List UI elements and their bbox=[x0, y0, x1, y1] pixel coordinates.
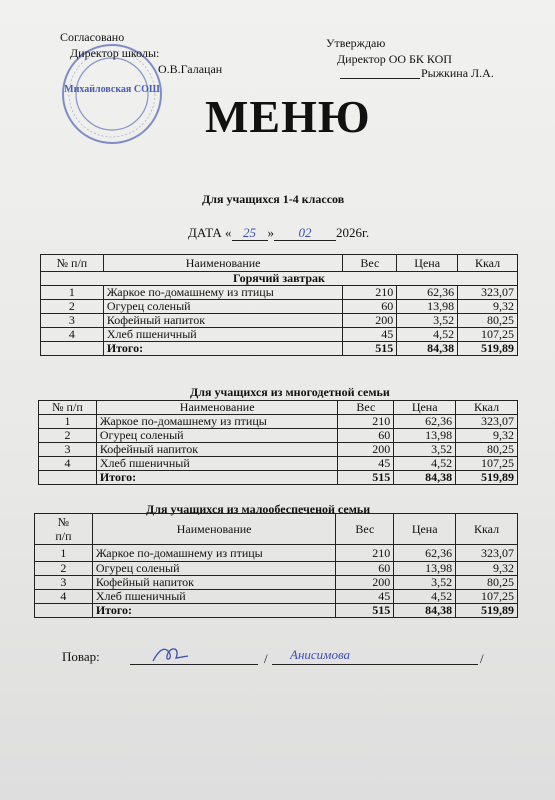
menu-table-low-income bbox=[34, 513, 518, 618]
row-weight: 200 bbox=[338, 443, 394, 457]
row-price: 4,52 bbox=[397, 328, 458, 342]
row-number: 1 bbox=[35, 545, 93, 562]
row-number: 1 bbox=[39, 415, 97, 429]
row-number: 2 bbox=[35, 562, 93, 576]
approver-signature-line bbox=[340, 78, 420, 79]
row-name: Жаркое по-домашнему из птицы bbox=[103, 286, 343, 300]
total-weight: 515 bbox=[338, 471, 394, 485]
total-price: 84,38 bbox=[397, 342, 458, 356]
row-price: 62,36 bbox=[397, 286, 458, 300]
cook-name-line bbox=[272, 664, 478, 665]
total-kcal: 519,89 bbox=[458, 342, 518, 356]
table-row bbox=[41, 286, 518, 300]
row-name: Кофейный напиток bbox=[92, 576, 336, 590]
row-kcal: 323,07 bbox=[456, 545, 518, 562]
row-number: 3 bbox=[39, 443, 97, 457]
row-number: 4 bbox=[39, 457, 97, 471]
row-kcal: 80,25 bbox=[456, 576, 518, 590]
row-kcal: 80,25 bbox=[456, 443, 518, 457]
separator-slash-right: / bbox=[480, 651, 484, 666]
row-price: 62,36 bbox=[394, 545, 456, 562]
director-label: Директор школы: bbox=[70, 46, 160, 60]
total-weight: 515 bbox=[343, 342, 397, 356]
row-kcal: 107,25 bbox=[456, 457, 518, 471]
page-title: МЕНЮ bbox=[205, 91, 371, 142]
row-name: Огурец соленый bbox=[92, 562, 336, 576]
row-weight: 45 bbox=[336, 590, 394, 604]
cook-signature bbox=[150, 644, 200, 666]
row-number: 2 bbox=[39, 429, 97, 443]
date-mid: » bbox=[267, 225, 275, 240]
row-name: Огурец соленый bbox=[96, 429, 338, 443]
row-name: Жаркое по-домашнему из птицы bbox=[92, 545, 336, 562]
cook-label: Повар: bbox=[62, 649, 100, 664]
col-price: Цена bbox=[394, 514, 456, 545]
row-weight: 210 bbox=[343, 286, 397, 300]
director-name: О.В.Галацан bbox=[158, 62, 223, 76]
row-kcal: 9,32 bbox=[456, 429, 518, 443]
table-header-row bbox=[39, 401, 518, 415]
cook-name: Анисимова bbox=[290, 647, 351, 662]
total-label: Итого: bbox=[92, 604, 336, 618]
table-row bbox=[39, 429, 518, 443]
approve-label: Утверждаю bbox=[326, 36, 386, 50]
col-number-line1: № bbox=[57, 515, 70, 529]
row-price: 3,52 bbox=[394, 576, 456, 590]
row-name: Хлеб пшеничный bbox=[92, 590, 336, 604]
row-number: 4 bbox=[41, 328, 104, 342]
row-price: 4,52 bbox=[394, 590, 456, 604]
menu-table-large-family bbox=[38, 400, 518, 485]
row-name: Хлеб пшеничный bbox=[103, 328, 343, 342]
col-number bbox=[35, 514, 93, 545]
total-label: Итого: bbox=[96, 471, 338, 485]
total-label: Итого: bbox=[103, 342, 343, 356]
col-name: Наименование bbox=[92, 514, 336, 545]
date-suffix: 2026г. bbox=[336, 225, 370, 240]
date-day: 25 bbox=[232, 226, 268, 241]
row-name: Хлеб пшеничный bbox=[96, 457, 338, 471]
large-family-heading: Для учащихся из многодетной семьи bbox=[190, 385, 390, 399]
menu-table-breakfast bbox=[40, 254, 518, 356]
row-number: 2 bbox=[41, 300, 104, 314]
section-row bbox=[41, 272, 518, 286]
table-row bbox=[39, 443, 518, 457]
row-number: 1 bbox=[41, 286, 104, 300]
row-price: 13,98 bbox=[394, 429, 456, 443]
row-number: 3 bbox=[35, 576, 93, 590]
row-weight: 200 bbox=[336, 576, 394, 590]
row-name: Кофейный напиток bbox=[96, 443, 338, 457]
col-weight: Вес bbox=[343, 255, 397, 272]
col-kcal: Ккал bbox=[456, 514, 518, 545]
row-weight: 45 bbox=[343, 328, 397, 342]
row-kcal: 323,07 bbox=[458, 286, 518, 300]
total-kcal: 519,89 bbox=[456, 604, 518, 618]
table-row bbox=[35, 576, 518, 590]
table-row bbox=[41, 328, 518, 342]
table-row bbox=[41, 300, 518, 314]
date-prefix: ДАТА « bbox=[188, 225, 232, 240]
row-kcal: 9,32 bbox=[456, 562, 518, 576]
row-number: 4 bbox=[35, 590, 93, 604]
approver-name: Рыжкина Л.А. bbox=[421, 66, 494, 80]
row-weight: 200 bbox=[343, 314, 397, 328]
row-price: 3,52 bbox=[394, 443, 456, 457]
row-kcal: 107,25 bbox=[458, 328, 518, 342]
row-weight: 60 bbox=[343, 300, 397, 314]
table-header-row bbox=[41, 255, 518, 272]
row-weight: 60 bbox=[336, 562, 394, 576]
row-name: Огурец соленый bbox=[103, 300, 343, 314]
row-kcal: 9,32 bbox=[458, 300, 518, 314]
col-kcal: Ккал bbox=[456, 401, 518, 415]
table-row bbox=[39, 415, 518, 429]
total-weight: 515 bbox=[336, 604, 394, 618]
section-title: Горячий завтрак bbox=[41, 272, 518, 286]
row-name: Жаркое по-домашнему из птицы bbox=[96, 415, 338, 429]
total-row bbox=[39, 471, 518, 485]
col-weight: Вес bbox=[336, 514, 394, 545]
row-kcal: 80,25 bbox=[458, 314, 518, 328]
row-name: Кофейный напиток bbox=[103, 314, 343, 328]
agreed-label: Согласовано bbox=[60, 30, 125, 44]
row-price: 4,52 bbox=[394, 457, 456, 471]
subtitle: Для учащихся 1-4 классов bbox=[202, 192, 345, 206]
col-weight: Вес bbox=[338, 401, 394, 415]
row-price: 3,52 bbox=[397, 314, 458, 328]
table-row bbox=[35, 545, 518, 562]
row-weight: 210 bbox=[338, 415, 394, 429]
stamp-label: Михайловская СОШ bbox=[64, 84, 160, 95]
separator-slash-left: / bbox=[264, 651, 268, 666]
low-income-heading: Для учащихся из малообеспеченой семьи bbox=[146, 502, 371, 516]
row-price: 13,98 bbox=[394, 562, 456, 576]
col-name: Наименование bbox=[103, 255, 343, 272]
row-weight: 45 bbox=[338, 457, 394, 471]
total-row bbox=[41, 342, 518, 356]
total-kcal: 519,89 bbox=[456, 471, 518, 485]
table-row bbox=[35, 590, 518, 604]
table-row bbox=[39, 457, 518, 471]
row-price: 13,98 bbox=[397, 300, 458, 314]
col-number: № п/п bbox=[41, 255, 104, 272]
col-kcal: Ккал bbox=[458, 255, 518, 272]
row-price: 62,36 bbox=[394, 415, 456, 429]
table-header-row bbox=[35, 514, 518, 545]
date-line bbox=[188, 226, 369, 241]
col-number: № п/п bbox=[39, 401, 97, 415]
row-kcal: 323,07 bbox=[456, 415, 518, 429]
row-kcal: 107,25 bbox=[456, 590, 518, 604]
row-number: 3 bbox=[41, 314, 104, 328]
date-month: 02 bbox=[274, 226, 336, 241]
total-row bbox=[35, 604, 518, 618]
col-number-line2: п/п bbox=[55, 529, 72, 543]
approver-title: Директор ОО БК КОП bbox=[337, 52, 452, 66]
col-name: Наименование bbox=[96, 401, 338, 415]
table-row bbox=[35, 562, 518, 576]
col-price: Цена bbox=[397, 255, 458, 272]
col-price: Цена bbox=[394, 401, 456, 415]
total-price: 84,38 bbox=[394, 604, 456, 618]
table-row bbox=[41, 314, 518, 328]
total-price: 84,38 bbox=[394, 471, 456, 485]
row-weight: 210 bbox=[336, 545, 394, 562]
row-weight: 60 bbox=[338, 429, 394, 443]
